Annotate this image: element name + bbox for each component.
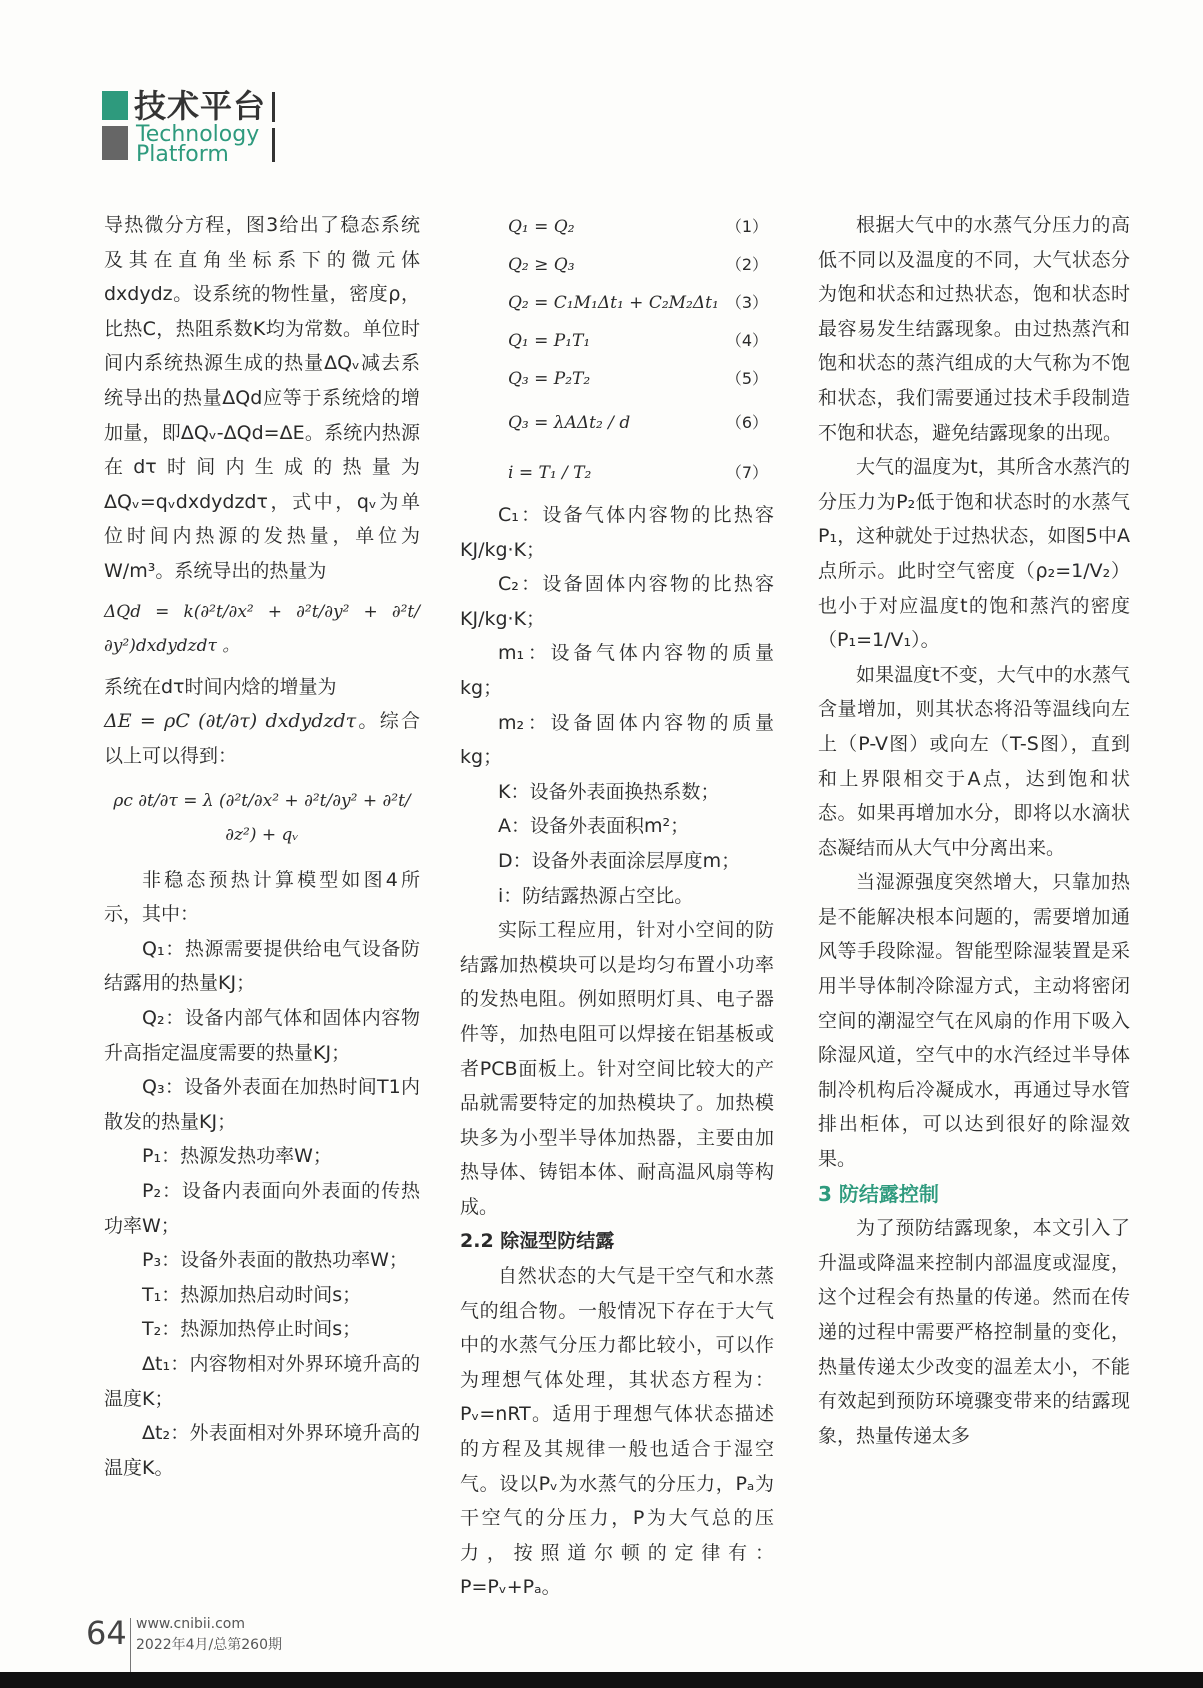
text: 。综合以上可以得到： — [104, 710, 420, 767]
equation-6 — [460, 398, 774, 448]
section-heading-2-2: 2.2 除湿型防结露 — [460, 1230, 615, 1253]
paragraph: 非稳态预热计算模型如图4所示，其中： — [104, 868, 420, 926]
footer-url: www.cnibii.com — [136, 1616, 245, 1632]
formula-main: ρc ∂t/∂τ = λ (∂²t/∂x² + ∂²t/∂y² + ∂²t/∂z²) + qᵥ — [113, 790, 411, 846]
equation-expr: Q₃ = P₂T₂ — [508, 368, 591, 389]
definition: A：设备外表面积m²； — [498, 815, 690, 838]
paragraph — [104, 704, 420, 773]
formula-dQd: ΔQd = k(∂²t/∂x² + ∂²t/∂y² + ∂²t/∂y²)dxdydzdτ 。 — [104, 601, 420, 657]
definition: Q₃：设备外表面在加热时间T1内散发的热量KJ； — [104, 1076, 420, 1133]
column-1 — [104, 208, 420, 1485]
equation-5 — [460, 360, 774, 398]
equation-1 — [460, 208, 774, 246]
definition: C₂：设备固体内容物的比热容KJ/kg·K； — [460, 573, 774, 630]
equation-number: （4） — [725, 331, 768, 350]
footer-issue: 2022年4月/总第260期 — [136, 1637, 282, 1653]
paragraph: 实际工程应用，针对小空间的防结露加热模块可以是均匀布置小功率的发热电阻。例如照明灯具、电子器件等，加热电阻可以焊接在铝基板或者PCB面板上。针对空间比较大的产品就需要特定的加热模块了。加热模块多为小型半导体加热器，主要由加热导体、铸铝本体、耐高温风扇等构成。 — [460, 919, 774, 1218]
header-title-zh: 技术平台 — [134, 87, 267, 125]
definition: Q₂：设备内部气体和固体内容物升高指定温度需要的热量KJ； — [104, 1007, 420, 1064]
header-green-square — [102, 91, 128, 120]
definition: P₃：设备外表面的散热功率W； — [142, 1249, 408, 1272]
section-header — [102, 88, 402, 168]
paragraph: 根据大气中的水蒸气分压力的高低不同以及温度的不同，大气状态分为饱和状态和过热状态，饱和状态时最容易发生结露现象。由过热蒸汽和饱和状态的蒸汽组成的大气称为不饱和状态，我们需要通过技术手段制造不饱和状态，避免结露现象的出现。 — [818, 214, 1130, 444]
header-divider-2 — [272, 128, 275, 162]
paragraph: 大气的温度为t，其所含水蒸汽的分压力为P₂低于饱和状态时的水蒸气P₁，这种就处于过热状态，如图5中A点所示。此时空气密度（ρ₂=1/V₂）也小于对应温度t的饱和蒸汽的密度（P₁=1/V₁）。 — [818, 456, 1130, 652]
paragraph: 为了预防结露现象，本文引入了升温或降温来控制内部温度或湿度，这个过程会有热量的传递。然而在传递的过程中需要严格控制量的变化，热量传递太少改变的温差太小，不能有效起到预防环境骤变带来的结露现象，热量传递太多 — [818, 1217, 1130, 1447]
equation-expr: Q₁ = Q₂ — [508, 216, 575, 237]
paragraph — [104, 670, 420, 705]
section-heading-3: 3 防结露控制 — [818, 1181, 939, 1206]
header-divider — [272, 92, 275, 122]
definition: m₂：设备固体内容物的质量kg； — [460, 711, 774, 769]
paragraph: 自然状态的大气是干空气和水蒸气的组合物。一般情况下存在于大气中的水蒸气分压力都比较小，可以作为理想气体处理，其状态方程为：Pᵥ=nRT。适用于理想气体状态描述的方程及其规律一般也适合于湿空气。设以Pᵥ为水蒸气的分压力，Pₐ为干空气的分压力，P为大气总的压力，按照道尔顿的定律有：P=Pᵥ+Pₐ。 — [460, 1265, 774, 1599]
equation-number: （1） — [725, 217, 768, 236]
paragraph: 如果温度t不变，大气中的水蒸气含量增加，则其状态将沿等温线向左上（P-V图）或向左（T-S图），直到和上界限相交于A点，达到饱和状态。如果再增加水分，即将以水滴状态凝结而从大气中分离出来。 — [818, 663, 1130, 859]
equation-expr: i = T₁ / T₂ — [508, 462, 592, 483]
definition: P₂：设备内表面向外表面的传热功率W； — [104, 1180, 420, 1237]
definition: Δt₁：内容物相对外界环境升高的温度K； — [104, 1353, 420, 1410]
equation-number: （2） — [725, 255, 768, 274]
header-title-en-1: Technology — [136, 122, 260, 147]
column-2 — [460, 208, 774, 1605]
definition: Δt₂：外表面相对外界环境升高的温度K。 — [104, 1422, 420, 1479]
definition: i：防结露热源占空比。 — [498, 884, 694, 907]
equation-number: （7） — [725, 463, 768, 482]
definition: D：设备外表面涂层厚度m； — [498, 849, 741, 872]
header-title-en-2: Platform — [136, 142, 229, 167]
equation-expr: Q₃ = λAΔt₂ / d — [508, 412, 631, 433]
equation-number: （6） — [725, 413, 768, 432]
text: 系统在dτ时间内焓的增量为 — [104, 675, 337, 698]
definition: m₁：设备气体内容物的质量kg； — [460, 642, 774, 699]
equation-expr: Q₁ = P₁T₁ — [508, 330, 591, 351]
equation-expr: Q₂ = C₁M₁Δt₁ + C₂M₂Δt₁ — [508, 292, 719, 313]
column-3 — [818, 208, 1130, 1453]
formula-dE: ΔE = ρC (∂t/∂τ) dxdydzdτ — [104, 710, 357, 733]
definition: C₁：设备气体内容物的比热容KJ/kg·K； — [460, 504, 774, 561]
equation-7 — [460, 448, 774, 498]
equation-3 — [460, 284, 774, 322]
page-number: 64 — [86, 1614, 127, 1652]
paragraph: 导热微分方程，图3给出了稳态系统及其在直角坐标系下的微元体dxdydz。设系统的物性量，密度ρ，比热C，热阻系数K均为常数。单位时间内系统热源生成的热量ΔQᵥ减去系统导出的热量ΔQd应等于系统焓的增加量，即ΔQᵥ-ΔQd=ΔE。系统内热源在dτ时间内生成的热量为ΔQᵥ=qᵥdxdydzdτ，式中，qᵥ为单位时间内热源的发热量，单位为W/m³。系统导出的热量为 — [104, 214, 420, 582]
definition: T₂：热源加热停止时间s； — [142, 1318, 362, 1341]
paragraph: 当湿源强度突然增大，只靠加热是不能解决根本问题的，需要增加通风等手段除湿。智能型除湿装置是采用半导体制冷除湿方式，主动将密闭空间的潮湿空气在风扇的作用下吸入除湿风道，空气中的水汽经过半导体制冷机构后冷凝成水，再通过导水管排出柜体，可以达到很好的除湿效果。 — [818, 871, 1130, 1171]
equation-number: （5） — [725, 369, 768, 388]
header-gray-square — [102, 126, 128, 160]
definition: Q₁：热源需要提供给电气设备防结露用的热量KJ； — [104, 937, 420, 995]
footer-divider — [130, 1618, 131, 1674]
definition: K：设备外表面换热系数； — [498, 780, 720, 803]
equation-4 — [460, 322, 774, 360]
definition: T₁：热源加热启动时间s； — [142, 1283, 362, 1306]
equation-number: （3） — [725, 293, 768, 312]
equation-expr: Q₂ ≥ Q₃ — [508, 254, 575, 275]
bottom-bar — [0, 1672, 1203, 1688]
equation-2 — [460, 246, 774, 284]
definition: P₁：热源发热功率W； — [142, 1145, 332, 1168]
